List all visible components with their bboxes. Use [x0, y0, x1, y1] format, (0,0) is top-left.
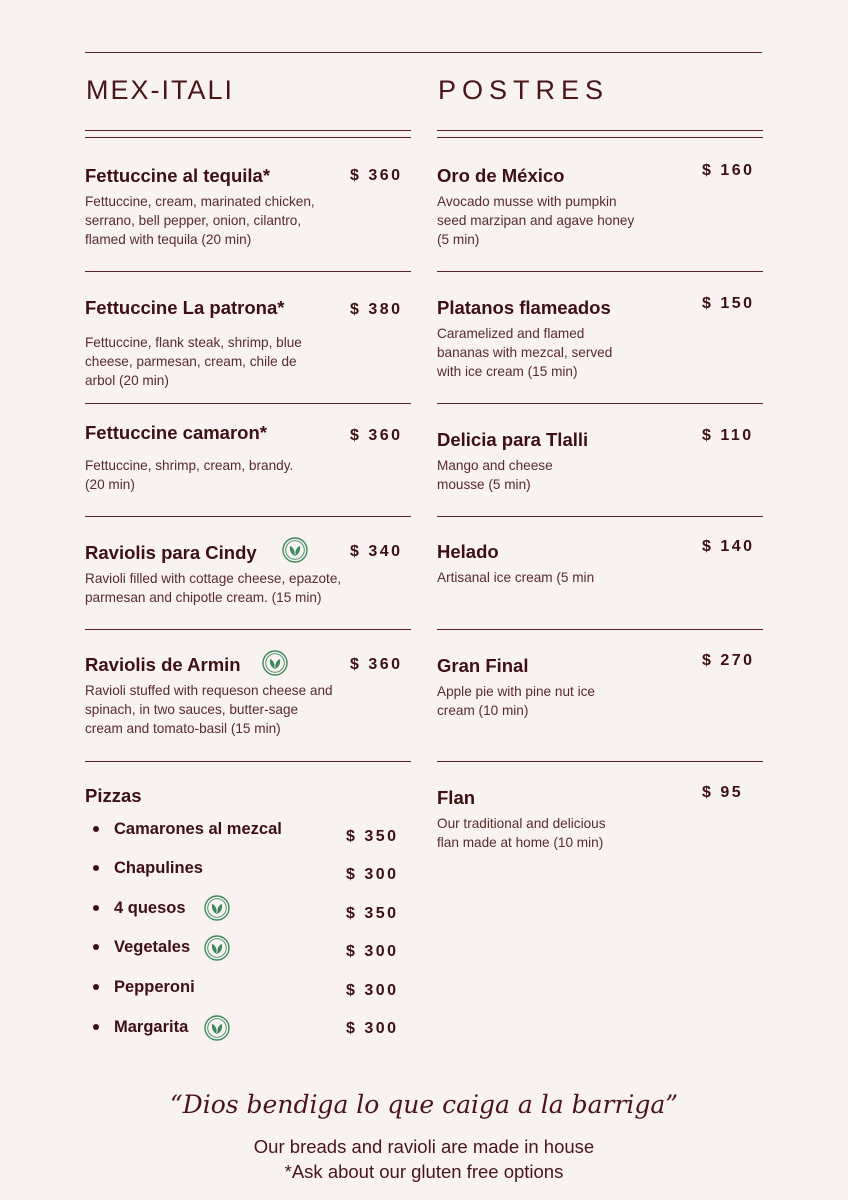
item-divider — [437, 516, 763, 517]
vegetarian-leaf-icon — [204, 895, 230, 921]
item-divider — [85, 403, 411, 404]
vegetarian-leaf-icon — [204, 935, 230, 961]
dish-description: Ravioli filled with cottage cheese, epazote, parmesan and chipotle cream. (15 min) — [85, 571, 342, 605]
dish-price: $ 340 — [350, 543, 403, 560]
dessert-name: Delicia para Tlalli — [437, 429, 589, 450]
pizza-name: Chapulines — [114, 859, 203, 877]
pizza-price: $ 300 — [346, 1020, 399, 1037]
dessert-price: $ 160 — [702, 162, 755, 179]
dessert-description: Artisanal ice cream (5 min — [437, 570, 595, 585]
footer-quote: “Dios bendiga lo que caiga a la barriga” — [169, 1090, 679, 1119]
pizza-price: $ 300 — [346, 943, 399, 960]
dish-price: $ 360 — [350, 656, 403, 673]
pizza-name: 4 quesos — [114, 899, 186, 917]
dish-description: Fettuccine, flank steak, shrimp, blue cheese, parmesan, cream, chile de arbol (20 min) — [85, 335, 302, 388]
dish-price: $ 380 — [350, 301, 403, 318]
pizza-price: $ 350 — [346, 905, 399, 922]
item-divider — [437, 403, 763, 404]
dessert-name: Oro de México — [437, 165, 565, 186]
dish-description: Ravioli stuffed with requeson cheese and spinach, in two sauces, butter-sage cream and tomato-basil (15 min) — [85, 683, 333, 736]
section-title-mex-itali: MEX-ITALI — [86, 75, 235, 105]
dish-name: Fettuccine La patrona* — [85, 297, 285, 318]
dessert-price: $ 150 — [702, 295, 755, 312]
dish-description: Fettuccine, shrimp, cream, brandy. (20 min) — [85, 458, 294, 492]
dish-name: Raviolis para Cindy — [85, 542, 257, 563]
bullet-dot — [93, 1024, 99, 1030]
pizza-name: Vegetales — [114, 938, 191, 956]
dessert-description: Our traditional and delicious flan made at home (10 min) — [437, 816, 606, 850]
dish-name: Fettuccine al tequila* — [85, 165, 271, 186]
pizza-price: $ 300 — [346, 866, 399, 883]
pizza-name: Pepperoni — [114, 978, 195, 996]
top-rule — [85, 52, 762, 53]
title-rule-left-1 — [85, 130, 411, 131]
dessert-description: Apple pie with pine nut ice cream (10 min) — [437, 684, 595, 718]
dessert-name: Gran Final — [437, 655, 529, 676]
dessert-description: Caramelized and flamed bananas with mezcal, served with ice cream (15 min) — [437, 326, 613, 379]
bullet-dot — [93, 944, 99, 950]
item-divider — [85, 271, 411, 272]
dessert-price: $ 95 — [702, 784, 744, 801]
dessert-description: Mango and cheese mousse (5 min) — [437, 458, 553, 492]
pizza-price: $ 300 — [346, 982, 399, 999]
dessert-name: Flan — [437, 787, 476, 808]
pizzas-heading: Pizzas — [85, 785, 142, 806]
dessert-name: Platanos flameados — [437, 297, 611, 318]
dish-price: $ 360 — [350, 167, 403, 184]
title-rule-right-2 — [437, 137, 763, 138]
vegetarian-leaf-icon — [204, 1015, 230, 1041]
dish-name: Fettuccine camaron* — [85, 422, 267, 443]
item-divider — [437, 629, 763, 630]
dish-description: Fettuccine, cream, marinated chicken, serrano, bell pepper, onion, cilantro, flamed with tequila (20 min) — [85, 194, 315, 247]
pizza-price: $ 350 — [346, 828, 399, 845]
pizza-name: Camarones al mezcal — [114, 820, 282, 838]
vegetarian-leaf-icon — [262, 650, 288, 676]
vegetarian-leaf-icon — [282, 537, 308, 563]
item-divider — [437, 271, 763, 272]
pizza-name: Margarita — [114, 1018, 189, 1036]
dessert-price: $ 140 — [702, 538, 755, 555]
dessert-name: Helado — [437, 541, 499, 562]
item-divider — [85, 761, 411, 762]
bullet-dot — [93, 826, 99, 832]
item-divider — [85, 629, 411, 630]
title-rule-right-1 — [437, 130, 763, 131]
bullet-dot — [93, 905, 99, 911]
dessert-description: Avocado musse with pumpkin seed marzipan and agave honey (5 min) — [437, 194, 635, 247]
dessert-price: $ 110 — [702, 427, 754, 444]
item-divider — [437, 761, 763, 762]
dessert-price: $ 270 — [702, 652, 755, 669]
footer-note-gluten-free: *Ask about our gluten free options — [284, 1161, 564, 1182]
dish-price: $ 360 — [350, 427, 403, 444]
bullet-dot — [93, 984, 99, 990]
item-divider — [85, 516, 411, 517]
section-title-postres: POSTRES — [438, 75, 610, 105]
bullet-dot — [93, 865, 99, 871]
footer-note-house-made: Our breads and ravioli are made in house — [253, 1136, 595, 1157]
title-rule-left-2 — [85, 137, 411, 138]
dish-name: Raviolis de Armin — [85, 654, 241, 675]
